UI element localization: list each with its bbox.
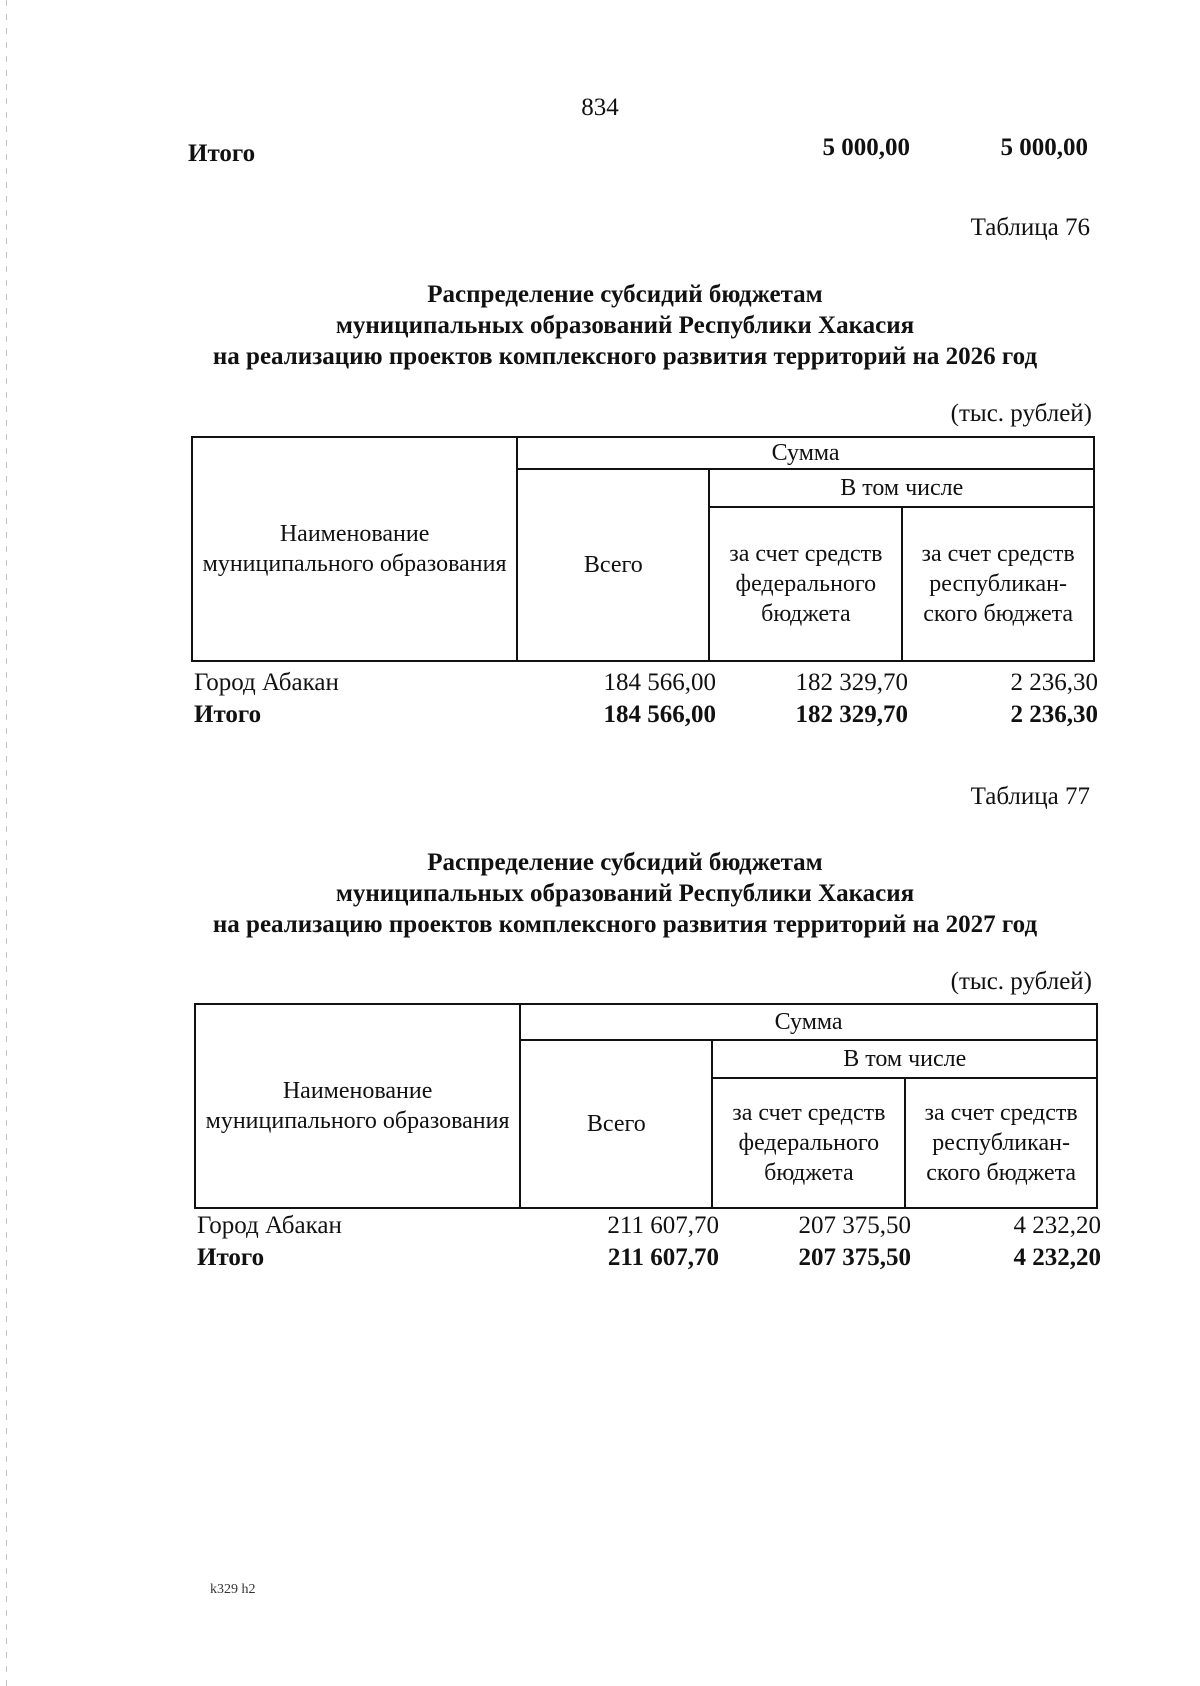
summary-republican: 2 236,30 [1010,701,1098,728]
header-federal: за счет средств федерального бюджета [709,507,902,661]
header-including: В том числе [709,469,1094,507]
header-republican: за счет средств республикан-ского бюджета [905,1078,1097,1208]
header-total: Всего [520,1040,712,1208]
table-76-header [191,436,1095,662]
row-federal: 207 375,50 [798,1212,911,1239]
row-name: Город Абакан [197,1212,342,1239]
table-77-heading [150,847,1100,940]
row-federal: 182 329,70 [795,669,908,696]
scan-edge-marks [6,0,7,1686]
table-row [197,1212,1101,1244]
footer-code: k329 h2 [210,1582,256,1597]
table-row [194,669,1098,701]
header-municipality: Наименование муниципального образования [192,437,517,661]
heading-line: Распределение субсидий бюджетам [427,281,823,308]
header-sum: Сумма [517,437,1094,469]
header-sum: Сумма [520,1004,1097,1040]
table-76-label: Таблица 76 [970,214,1090,241]
header-including: В том числе [712,1040,1097,1078]
heading-line: муниципальных образований Республики Хакасия [335,880,915,907]
header-republican: за счет средств республикан-ского бюджета [902,507,1094,661]
table-77-units: (тыс. рублей) [950,968,1092,995]
heading-line: на реализацию проектов комплексного развития территорий на 2026 год [212,343,1038,370]
header-federal: за счет средств федерального бюджета [712,1078,905,1208]
row-republican: 2 236,30 [1010,669,1098,696]
summary-name: Итого [197,1244,265,1271]
summary-republican: 4 232,20 [1013,1244,1101,1271]
row-total: 211 607,70 [607,1212,719,1239]
page-number: 834 [581,94,619,121]
row-total: 184 566,00 [603,669,716,696]
summary-total: 211 607,70 [607,1244,719,1271]
table-76-units: (тыс. рублей) [950,400,1092,427]
heading-line: муниципальных образований Республики Хакасия [335,312,915,339]
table-76-heading [150,279,1100,372]
table-77-label: Таблица 77 [970,783,1090,810]
summary-name: Итого [194,701,262,728]
top-total-value-1: 5 000,00 [822,134,910,161]
summary-federal: 207 375,50 [798,1244,911,1271]
header-total: Всего [517,469,709,661]
table-summary-row [197,1244,1101,1276]
heading-line: Распределение субсидий бюджетам [427,849,823,876]
header-municipality: Наименование муниципального образования [195,1004,520,1208]
summary-federal: 182 329,70 [795,701,908,728]
heading-line: на реализацию проектов комплексного развития территорий на 2027 год [212,911,1038,938]
top-total-label: Итого [188,140,256,167]
summary-total: 184 566,00 [603,701,716,728]
row-republican: 4 232,20 [1013,1212,1101,1239]
table-77-header [194,1003,1098,1209]
top-total-value-2: 5 000,00 [1000,134,1088,161]
table-summary-row [194,701,1098,733]
row-name: Город Абакан [194,669,339,696]
